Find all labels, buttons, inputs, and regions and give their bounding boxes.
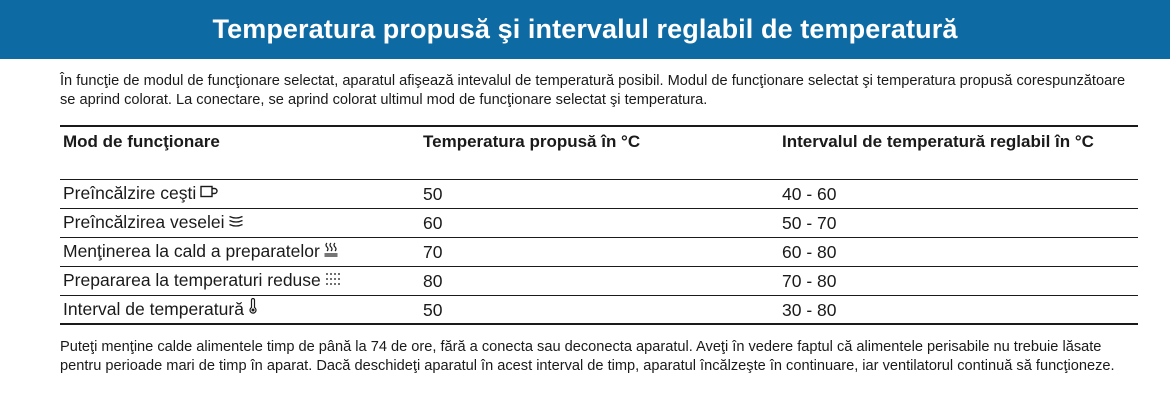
proposed-temp-cell: 60 [423, 213, 443, 233]
plates-icon [228, 211, 244, 233]
column-header-range: Intervalul de temperatură reglabil în °C [782, 132, 1094, 151]
proposed-temp-cell: 50 [423, 299, 443, 320]
mode-cell [60, 269, 421, 292]
mode-label: Prepararea la temperaturi reduse [63, 270, 321, 291]
mode-label: Menţinerea la cald a preparatelor [63, 241, 320, 262]
mode-label: Interval de temperatură [63, 298, 244, 319]
mode-label: Preîncălzirea veselei [63, 212, 225, 233]
mode-cell [60, 240, 421, 263]
page-title: Temperatura propusă şi intervalul reglabil de temperatură [212, 14, 958, 44]
range-cell: 50 - 70 [782, 213, 837, 233]
intro-paragraph: În funcţie de modul de funcţionare selectat, aparatul afişează intevalul de temperatură posibil. Modul de funcţionare selectat şi temperatura propusă corespunzătoare se aprind colorat. La conectare, se aprind colorat ultimul mod de funcţionare selectat şi temperatura. [60, 73, 1126, 108]
table-header-row [60, 127, 1138, 180]
temperature-table [60, 125, 1138, 325]
proposed-temp-cell: 80 [423, 271, 443, 291]
thermometer-icon [248, 297, 258, 319]
mode-cell [60, 298, 421, 321]
proposed-temp-cell: 50 [423, 184, 443, 204]
table-row [60, 267, 1138, 296]
low-temp-icon [325, 269, 343, 291]
table-row [60, 180, 1138, 209]
mode-label: Preîncălzire ceşti [63, 183, 197, 204]
range-cell: 30 - 80 [782, 299, 837, 320]
range-cell: 60 - 80 [782, 242, 837, 262]
column-header-mode: Mod de funcţionare [63, 132, 220, 151]
title-banner [0, 0, 1170, 59]
table-row [60, 209, 1138, 238]
range-cell: 40 - 60 [782, 184, 837, 204]
outro-paragraph: Puteţi menţine calde alimentele timp de până la 74 de ore, fără a conecta sau deconecta aparatul. Aveţi în vedere faptul că alimentele perisabile nu trebuie lăsate pentru perioade mari de timp în aparat. Dacă deschideţi aparatul în acest interval de timp, aparatul încălzeşte în continuare, iar ventilatorul continuă să funcţioneze. [60, 339, 1115, 374]
steam-icon [324, 240, 338, 262]
table-row [60, 238, 1138, 267]
range-cell: 70 - 80 [782, 271, 837, 291]
proposed-temp-cell: 70 [423, 242, 443, 262]
mode-cell [60, 182, 421, 205]
mode-cell [60, 211, 421, 234]
column-header-proposed: Temperatura propusă în °C [423, 132, 641, 151]
cup-icon [200, 182, 218, 204]
table-row [60, 296, 1138, 325]
